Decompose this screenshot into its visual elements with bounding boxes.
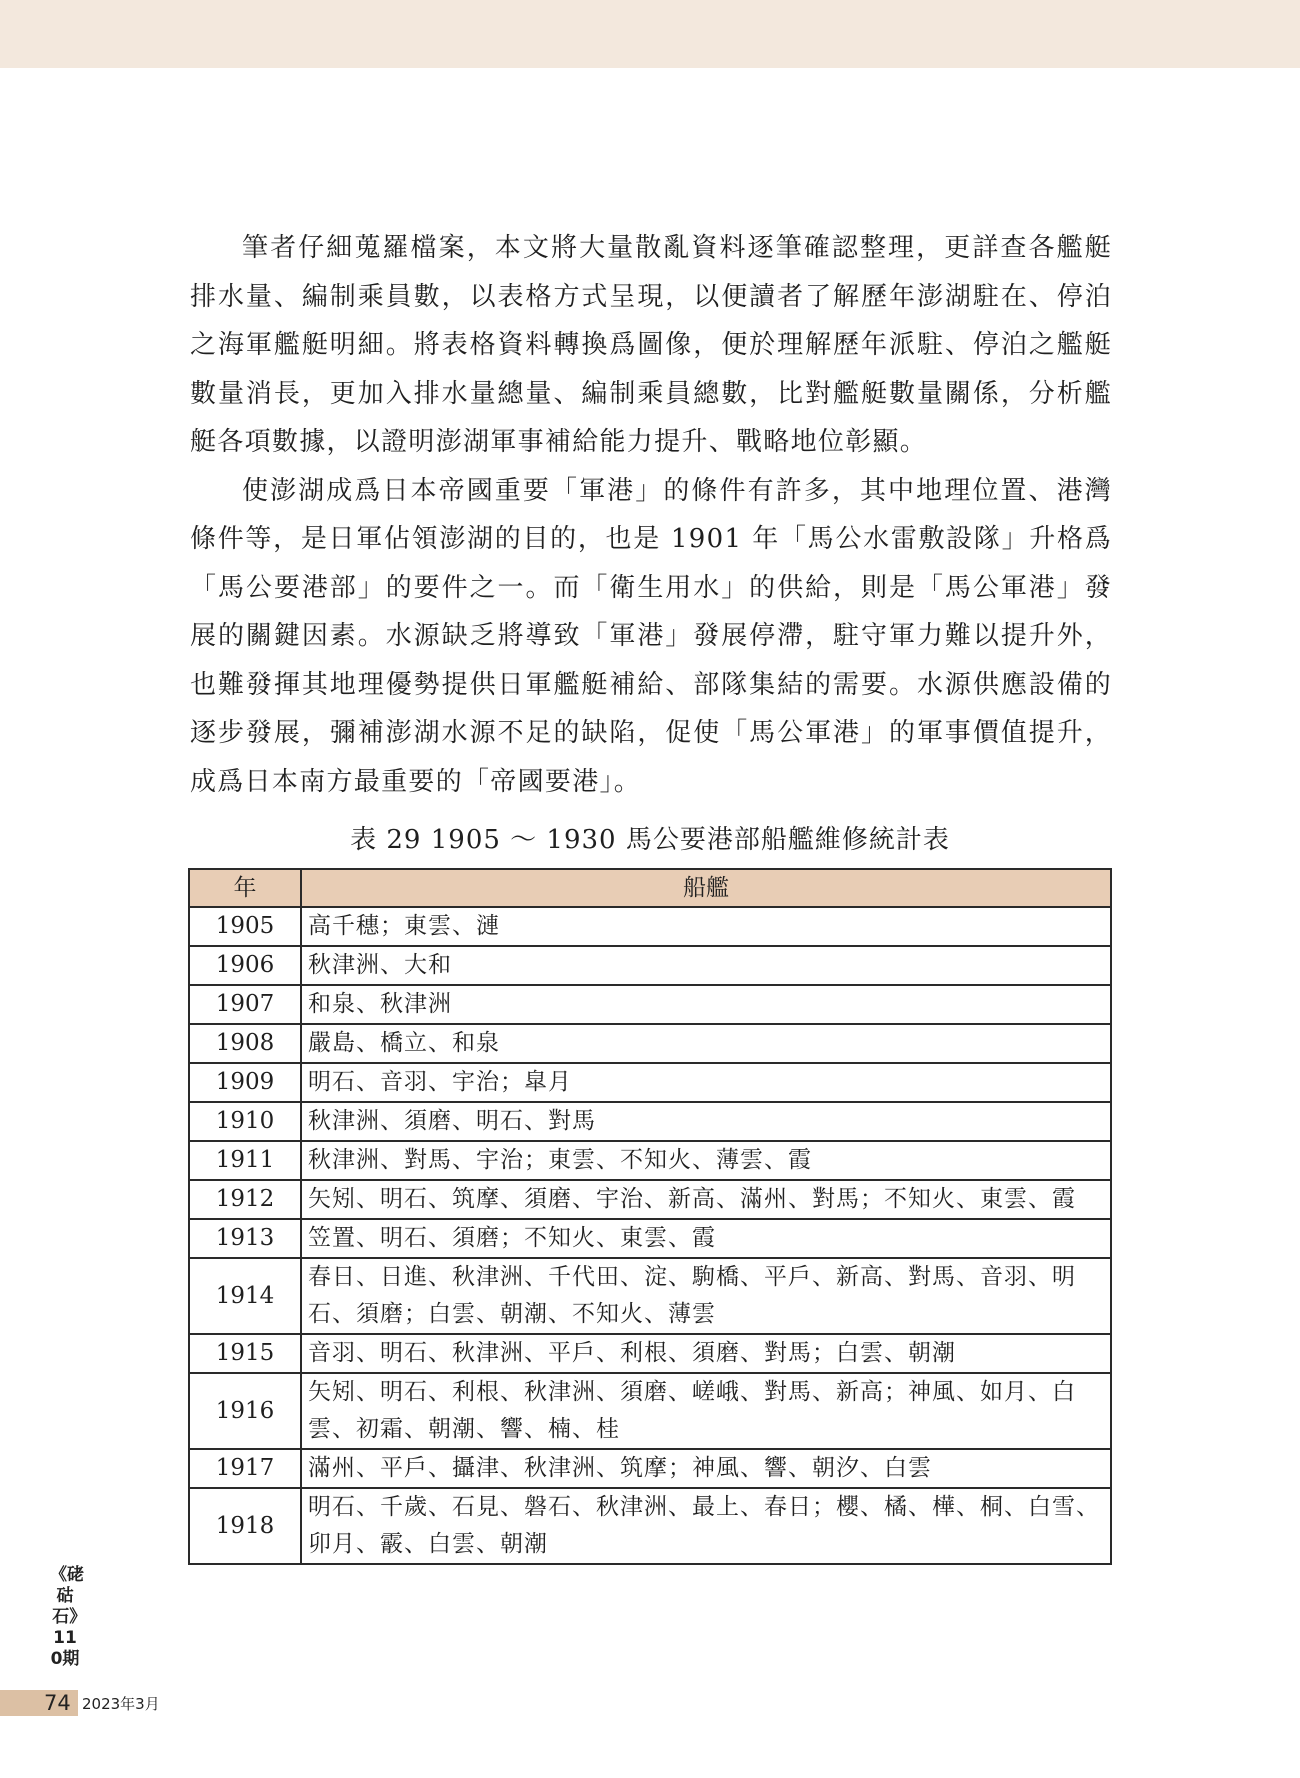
ships-cell: 春日、日進、秋津洲、千代田、淀、駒橋、平戶、新高、對馬、音羽、明石、須磨；白雲、朝潮、不知火、薄雲 (301, 1258, 1111, 1334)
year-cell: 1911 (189, 1141, 301, 1180)
year-cell: 1913 (189, 1219, 301, 1258)
table-row (189, 1219, 1111, 1258)
year-cell: 1906 (189, 946, 301, 985)
ships-cell: 矢矧、明石、筑摩、須磨、宇治、新高、滿州、對馬；不知火、東雲、霞 (301, 1180, 1111, 1219)
table-row (189, 907, 1111, 946)
ships-cell: 和泉、秋津洲 (301, 985, 1111, 1024)
year-cell: 1915 (189, 1334, 301, 1373)
ships-cell: 秋津洲、大和 (301, 946, 1111, 985)
ships-cell: 高千穗；東雲、漣 (301, 907, 1111, 946)
table-row (189, 1102, 1111, 1141)
year-cell: 1907 (189, 985, 301, 1024)
year-cell: 1912 (189, 1180, 301, 1219)
ships-cell: 明石、千歲、石見、磐石、秋津洲、最上、春日；櫻、橘、樺、桐、白雪、卯月、霰、白雲、朝潮 (301, 1488, 1111, 1564)
table-caption: 表 29 1905 ～ 1930 馬公要港部船艦維修統計表 (350, 825, 950, 855)
issue-date: 2023年3月 (82, 1695, 160, 1713)
year-cell: 1908 (189, 1024, 301, 1063)
header-ships: 船艦 (301, 869, 1111, 907)
top-decorative-band (0, 0, 1300, 68)
table-row (189, 1334, 1111, 1373)
ships-cell: 嚴島、橋立、和泉 (301, 1024, 1111, 1063)
article-paragraph-1: 筆者仔細蒐羅檔案，本文將大量散亂資料逐筆確認整理，更詳查各艦艇排水量、編制乘員數，以表格方式呈現，以便讀者了解歷年澎湖駐在、停泊之海軍艦艇明細。將表格資料轉換爲圖像，便於理解歷年派駐、停泊之艦艇數量消長，更加入排水量總量、編制乘員總數，比對艦艇數量關係，分析艦艇各項數據，以證明澎湖軍事補給能力提升、戰略地位彰顯。 (190, 233, 1112, 457)
page-number: 74 (44, 1691, 71, 1715)
table-row (189, 1449, 1111, 1488)
ships-cell: 音羽、明石、秋津洲、平戶、利根、須磨、對馬；白雲、朝潮 (301, 1334, 1111, 1373)
table-header-row (189, 869, 1111, 907)
article-paragraph-2: 使澎湖成爲日本帝國重要「軍港」的條件有許多，其中地理位置、港灣條件等，是日軍佔領澎湖的目的，也是 1901 年「馬公水雷敷設隊」升格爲「馬公要港部」的要件之一。而「衛生用水」的供給，則是「馬公軍港」發展的關鍵因素。水源缺乏將導致「軍港」發展停滯，駐守軍力難以提升外，也難發揮其地理優勢提供日軍艦艇補給、部隊集結的需要。水源供應設備的逐步發展，彌補澎湖水源不足的缺陷，促使「馬公軍港」的軍事價值提升，成爲日本南方最重要的「帝國要港」。 (190, 475, 1112, 797)
year-cell: 1916 (189, 1373, 301, 1449)
ships-cell: 秋津洲、對馬、宇治；東雲、不知火、薄雲、霞 (301, 1141, 1111, 1180)
table-row (189, 1373, 1111, 1449)
table-row (189, 1258, 1111, 1334)
ship-repair-table (188, 868, 1112, 1565)
table-row (189, 1024, 1111, 1063)
table-row (189, 985, 1111, 1024)
year-cell: 1905 (189, 907, 301, 946)
year-cell: 1910 (189, 1102, 301, 1141)
ships-cell: 笠置、明石、須磨；不知火、東雲、霞 (301, 1219, 1111, 1258)
header-year: 年 (189, 869, 301, 907)
ships-cell: 矢矧、明石、利根、秋津洲、須磨、嵯峨、對馬、新高；神風、如月、白雲、初霜、朝潮、響、楠、桂 (301, 1373, 1111, 1449)
table-row (189, 946, 1111, 985)
table-row (189, 1180, 1111, 1219)
ships-cell: 明石、音羽、宇治；皐月 (301, 1063, 1111, 1102)
table-row (189, 1141, 1111, 1180)
year-cell: 1917 (189, 1449, 301, 1488)
year-cell: 1909 (189, 1063, 301, 1102)
publication-title: 《硓𥑮石》110期 (50, 1565, 84, 1669)
table-row (189, 1488, 1111, 1564)
ships-cell: 秋津洲、須磨、明石、對馬 (301, 1102, 1111, 1141)
ships-cell: 滿州、平戶、攝津、秋津洲、筑摩；神風、響、朝汐、白雲 (301, 1449, 1111, 1488)
year-cell: 1914 (189, 1258, 301, 1334)
article-body (190, 224, 1112, 806)
table-row (189, 1063, 1111, 1102)
year-cell: 1918 (189, 1488, 301, 1564)
